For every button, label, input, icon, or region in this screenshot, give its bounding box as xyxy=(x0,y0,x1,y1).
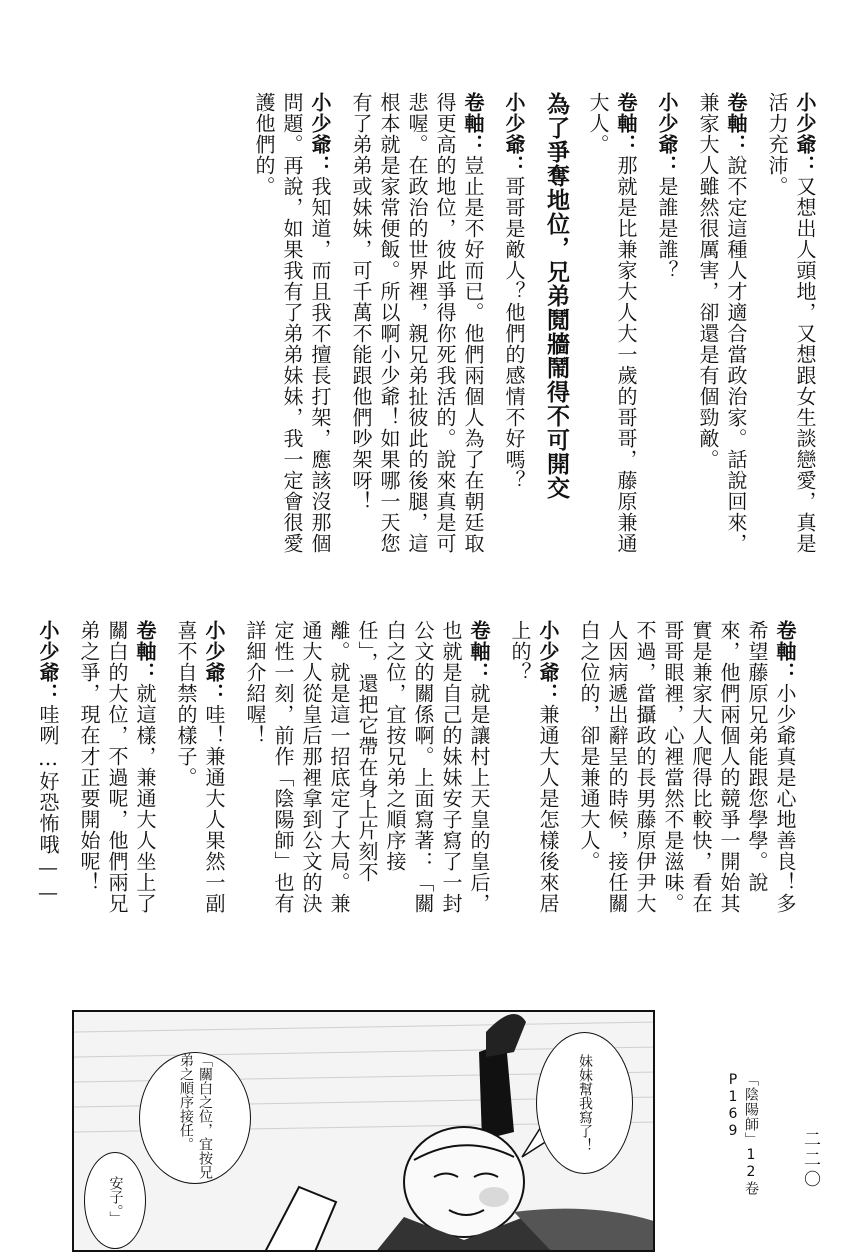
dialogue-paragraph xyxy=(653,92,681,567)
speaker-label: 卷軸： xyxy=(133,620,157,683)
dialogue-paragraph xyxy=(172,620,228,920)
speech-bubble xyxy=(139,1052,251,1184)
speaker-label: 小少爺： xyxy=(36,620,60,704)
dialogue-text: 哇！兼通大人果然一副喜不自禁的樣子。 xyxy=(174,620,226,914)
speaker-label: 卷軸： xyxy=(773,620,797,683)
speech-bubble xyxy=(84,1152,146,1249)
page-number: 二二〇 xyxy=(800,1130,820,1190)
dialogue-text: 就是讓村上天皇的皇后，也就是自己的妹妹安子寫了一封公文的關係啊。上面寫著：「關白之位，宜按兄弟之順序接任」，還把它帶在身上片刻不離。就是這一招底定了大局。兼通大人從皇后那裡拿到公文的決定性一刻，前作「陰陽師」也有詳細介紹喔！ xyxy=(243,620,491,914)
dialogue-text: 說不定這種人才適合當政治家。話說回來，兼家大人雖然很厲害，卻還是有個勁敵。 xyxy=(696,92,748,554)
dialogue-text: 豈止是不好而已。他們兩個人為了在朝廷取得更高的地位，彼此爭得你死我活的。說來真是可悲喔。在政治的世界裡，親兄弟扯彼此的後腿，這根本就是家常便飯。所以啊小少爺！如果哪一天您有了弟弟或妹妹，可千萬不能跟他們吵架呀！ xyxy=(349,92,485,554)
dialogue-text: 哇咧…好恐怖哦—— xyxy=(36,704,60,905)
dialogue-text: 兼通大人是怎樣後來居上的？ xyxy=(508,620,560,914)
speaker-label: 小少爺： xyxy=(655,92,679,176)
speaker-label: 小少爺： xyxy=(502,92,526,176)
dialogue-paragraph xyxy=(506,620,562,920)
panel-caption: 「陰陽師」12卷P169 xyxy=(725,1072,759,1196)
dialogue-paragraph xyxy=(347,92,487,567)
dialogue-paragraph xyxy=(584,92,640,567)
dialogue-text: 又想出人頭地，又想跟女生談戀愛，真是活力充沛。 xyxy=(765,92,817,554)
speaker-label: 小少爺： xyxy=(536,620,560,704)
speaker-label: 小少爺： xyxy=(793,92,817,176)
dialogue-text: 就這樣，兼通大人坐上了關白的大位，不過呢，他們兩兄弟之爭，現在才正要開始呢！ xyxy=(77,620,157,914)
dialogue-paragraph xyxy=(241,620,493,920)
speaker-label: 卷軸： xyxy=(614,92,638,155)
dialogue-text: 是誰是誰？ xyxy=(655,176,679,281)
dialogue-paragraph xyxy=(500,92,528,567)
dialogue-text: 我知道，而且我不擅長打架，應該沒那個問題。再說，如果我有了弟弟妹妹，我一定會很愛護他們的。 xyxy=(252,92,332,554)
dialogue-paragraph xyxy=(694,92,750,567)
bottom-text-section xyxy=(21,620,799,920)
speaker-label: 卷軸： xyxy=(467,620,491,683)
dialogue-paragraph xyxy=(763,92,819,567)
speaker-label: 卷軸： xyxy=(461,92,485,155)
speaker-label: 小少爺： xyxy=(308,92,332,176)
manga-panel xyxy=(72,1010,655,1252)
dialogue-text: 哥哥是敵人？他們的感情不好嗎？ xyxy=(502,176,526,491)
dialogue-paragraph xyxy=(250,92,334,567)
dialogue-text: 那就是比兼家大人大一歲的哥哥，藤原兼通大人。 xyxy=(586,92,638,554)
speaker-label: 卷軸： xyxy=(724,92,748,155)
bubble-text: 妹妹幫我寫了！ xyxy=(577,1054,593,1152)
speech-bubble xyxy=(536,1032,633,1174)
dialogue-paragraph xyxy=(75,620,159,920)
bubble-text: 「關白之位，宜按兄弟之順序接任。 xyxy=(178,1053,213,1179)
section-heading: 為了爭奪地位，兄弟鬩牆鬧得不可開交 xyxy=(543,92,569,500)
top-text-section xyxy=(237,92,819,567)
dialogue-text: 小少爺真是心地善良！多希望藤原兄弟能跟您學學。說來，他們兩個人的競爭一開始其實是兼家大人爬得比較快，看在哥哥眼裡，心裡當然不是滋味。不過，當攝政的長男藤原伊尹大人因病遞出辭呈的時候，接任關白之位的，卻是兼通大人。 xyxy=(577,620,797,914)
speaker-label: 小少爺： xyxy=(202,620,226,704)
dialogue-paragraph xyxy=(34,620,62,920)
dialogue-paragraph xyxy=(575,620,799,920)
bubble-text: 安子。」 xyxy=(107,1176,124,1225)
